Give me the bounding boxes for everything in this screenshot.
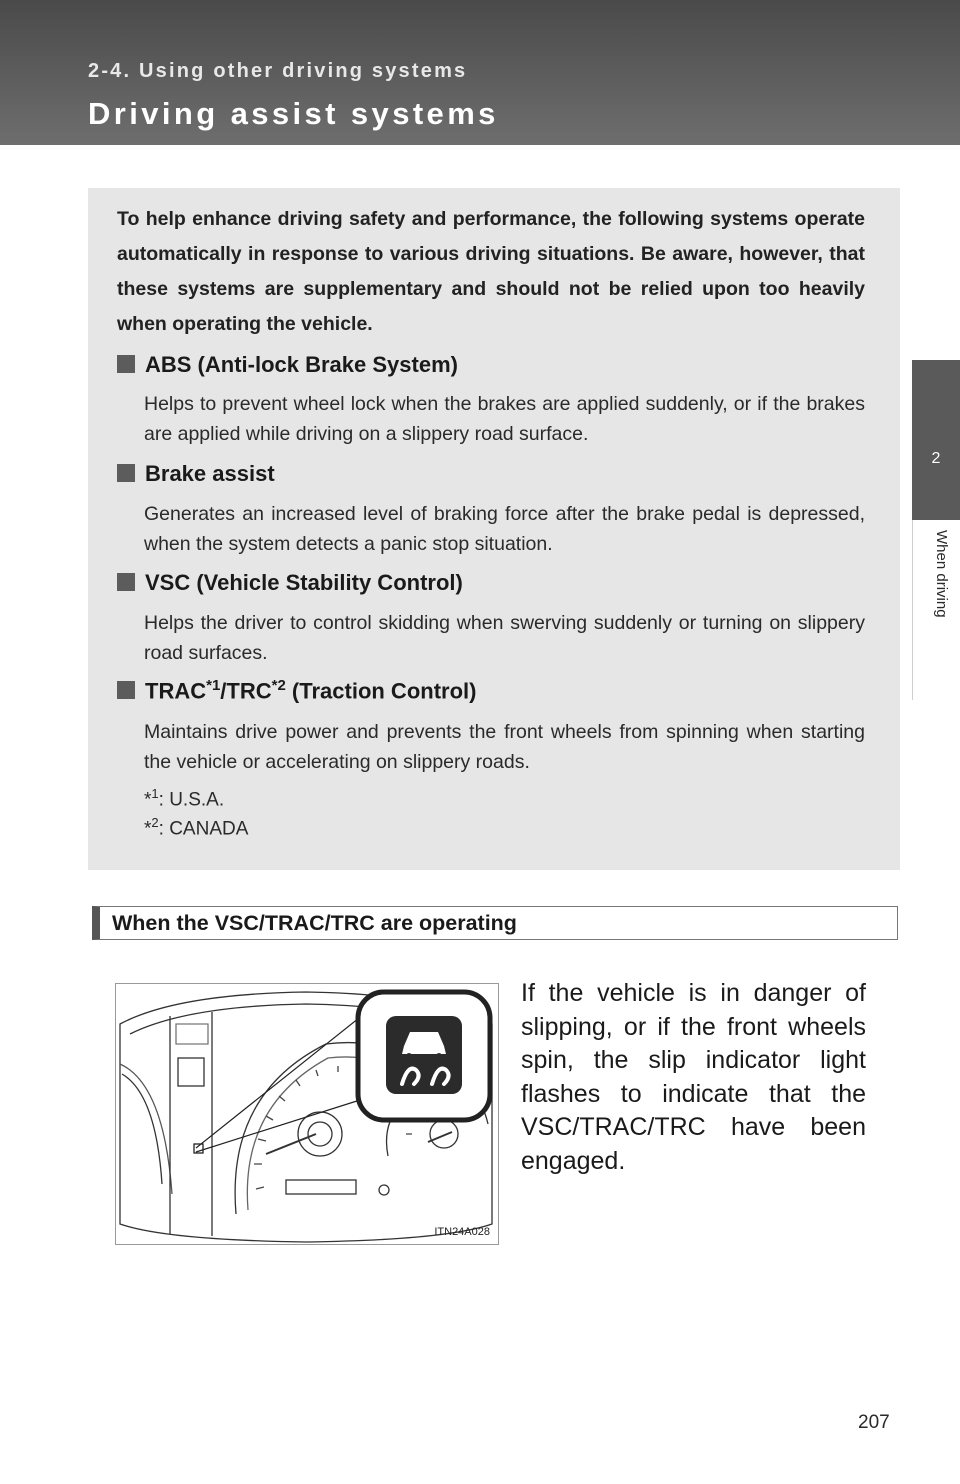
chapter-label: When driving: [933, 530, 950, 618]
bullet-square-icon: [117, 573, 135, 591]
trac-heading-text: TRAC: [145, 678, 207, 704]
instrument-cluster-illustration: [116, 984, 498, 1244]
footnote-usa: [144, 786, 224, 811]
brake-assist-description: Generates an increased level of braking force after the brake pedal is depressed, when the system detects a panic stop situation.: [144, 503, 865, 555]
footnote-mark: *1: [206, 677, 221, 694]
page-title: Driving assist systems: [88, 96, 499, 131]
abs-heading-text: ABS (Anti-lock Brake System): [145, 352, 458, 377]
trc-heading-text: /TRC: [220, 678, 272, 704]
figure-code: ITN24A028: [434, 1226, 490, 1238]
footnote-asterisk: *: [144, 818, 152, 840]
brake-assist-heading-text: Brake assist: [145, 461, 275, 486]
vsc-heading: [117, 570, 463, 596]
section-label: 2-4. Using other driving systems: [88, 60, 468, 82]
slip-indicator-icon: [386, 1016, 462, 1094]
traction-control-heading-text: (Traction Control): [285, 678, 477, 704]
trac-heading: [117, 677, 476, 704]
footnote-text: : CANADA: [158, 818, 249, 840]
chapter-number: 2: [931, 450, 941, 467]
intro-text: To help enhance driving safety and performance, the following systems operate automatically in response to various driving situations. Be aware, however, that these systems are supplementary and should not be relied upon too heavily when operating the vehicle.: [117, 208, 865, 335]
subsection-body: If the vehicle is in danger of slipping, or if the front wheels spin, the slip indicator light flashes to indicate that the VSC/TRAC/TRC have been engaged.: [521, 979, 866, 1175]
footnote-text: : U.S.A.: [158, 789, 225, 811]
abs-description: Helps to prevent wheel lock when the brakes are applied suddenly, or if the brakes are applied while driving on a slippery road surface.: [144, 393, 865, 445]
vsc-heading-text: VSC (Vehicle Stability Control): [145, 570, 463, 595]
page-header: [0, 0, 960, 145]
abs-heading: [117, 352, 458, 378]
page-number: 207: [858, 1412, 890, 1433]
bullet-square-icon: [117, 681, 135, 699]
instrument-cluster-figure: [115, 983, 499, 1245]
brake-assist-heading: [117, 461, 275, 487]
subsection-heading: When the VSC/TRAC/TRC are operating: [92, 906, 898, 940]
chapter-divider: [912, 520, 913, 700]
footnote-number: 1: [151, 786, 159, 801]
bullet-square-icon: [117, 355, 135, 373]
trac-description: Maintains drive power and prevents the front wheels from spinning when starting the vehicle or accelerating on slippery roads.: [144, 721, 865, 773]
footnote-number: 2: [151, 815, 159, 830]
bullet-square-icon: [117, 464, 135, 482]
footnote-asterisk: *: [144, 789, 152, 811]
chapter-tab: [912, 360, 960, 520]
footnote-canada: [144, 815, 248, 840]
footnote-mark: *2: [271, 677, 286, 694]
vsc-description: Helps the driver to control skidding when swerving suddenly or turning on slippery road surfaces.: [144, 612, 865, 664]
